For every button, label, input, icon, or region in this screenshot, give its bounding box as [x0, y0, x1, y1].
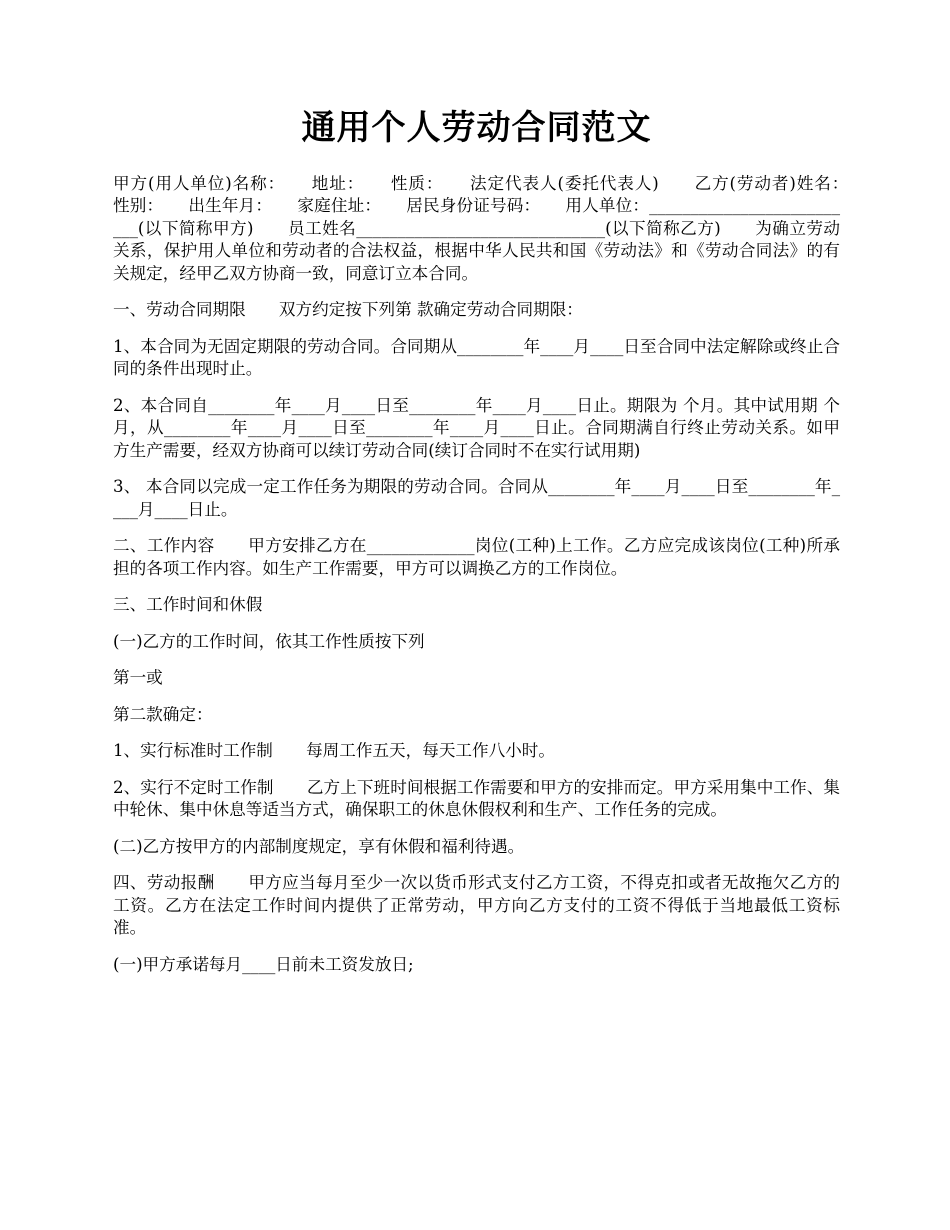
paragraph-term-2: 2、本合同自________年____月____日至________年____月____日止。期限为 个月。其中试用期 个月，从________年____月____日至________年____月____日止。合同期满自行终止劳动关系。如甲方生产需要，经双方协商可以续订劳动合同(续订合同时不在实行试用期) [113, 395, 840, 460]
document-title: 通用个人劳动合同范文 [301, 108, 652, 148]
paragraph-leave-benefits: (二)乙方按甲方的内部制度规定，享有休假和福利待遇。 [113, 836, 525, 856]
paragraph-hours-second: 第二款确定： [113, 704, 213, 724]
document-page [113, 108, 874, 990]
paragraph-payday: (一)甲方承诺每月____日前未工资发放日; [113, 954, 414, 974]
paragraph-hours-first: 第一或 [113, 668, 163, 688]
paragraph-hours-intro: (一)乙方的工作时间，依其工作性质按下列 [113, 631, 425, 651]
paragraph-term-heading: 一、劳动合同期限 双方约定按下列第 款确定劳动合同期限： [113, 300, 583, 320]
paragraph-hours-heading: 三、工作时间和休假 [113, 595, 263, 615]
paragraph-term-3: 3、 本合同以完成一定工作任务为期限的劳动合同。合同从________年____月____日至________年____月____日止。 [113, 477, 840, 519]
paragraph-standard-hours: 1、实行标准时工作制 每周工作五天，每天工作八小时。 [113, 741, 555, 761]
paragraph-term-1: 1、本合同为无固定期限的劳动合同。合同期从________年____月____日至合同中法定解除或终止合同的条件出现时止。 [113, 336, 840, 379]
paragraph-parties: 甲方(用人单位)名称： 地址： 性质： 法定代表人(委托代表人) 乙方(劳动者)姓名： 性别： 出生年月： 家庭住址： 居民身份证号码： 用人单位：__________________________(以下简称甲方) 员工姓名______________________________(以下简称乙方) 为确立劳动关系，保护用人单位和劳动者的合法权益，根据中华人民共和国《劳动法》和《劳动合同法》的有关规定，经甲乙双方协商一致，同意订立本合同。 [113, 173, 874, 283]
paragraph-remuneration: 四、劳动报酬 甲方应当每月至少一次以货币形式支付乙方工资，不得克扣或者无故拖欠乙方的工资。乙方在法定工作时间内提供了正常劳动，甲方向乙方支付的工资不得低于当地最低工资标准。 [113, 873, 840, 938]
paragraph-work-content: 二、工作内容 甲方安排乙方在_____________岗位(工种)上工作。乙方应完成该岗位(工种)所承担的各项工作内容。如生产工作需要，甲方可以调换乙方的工作岗位。 [113, 536, 840, 578]
paragraph-flexible-hours: 2、实行不定时工作制 乙方上下班时间根据工作需要和甲方的安排而定。甲方采用集中工作、集中轮休、集中休息等适当方式，确保职工的休息休假权利和生产、工作任务的完成。 [113, 777, 840, 820]
